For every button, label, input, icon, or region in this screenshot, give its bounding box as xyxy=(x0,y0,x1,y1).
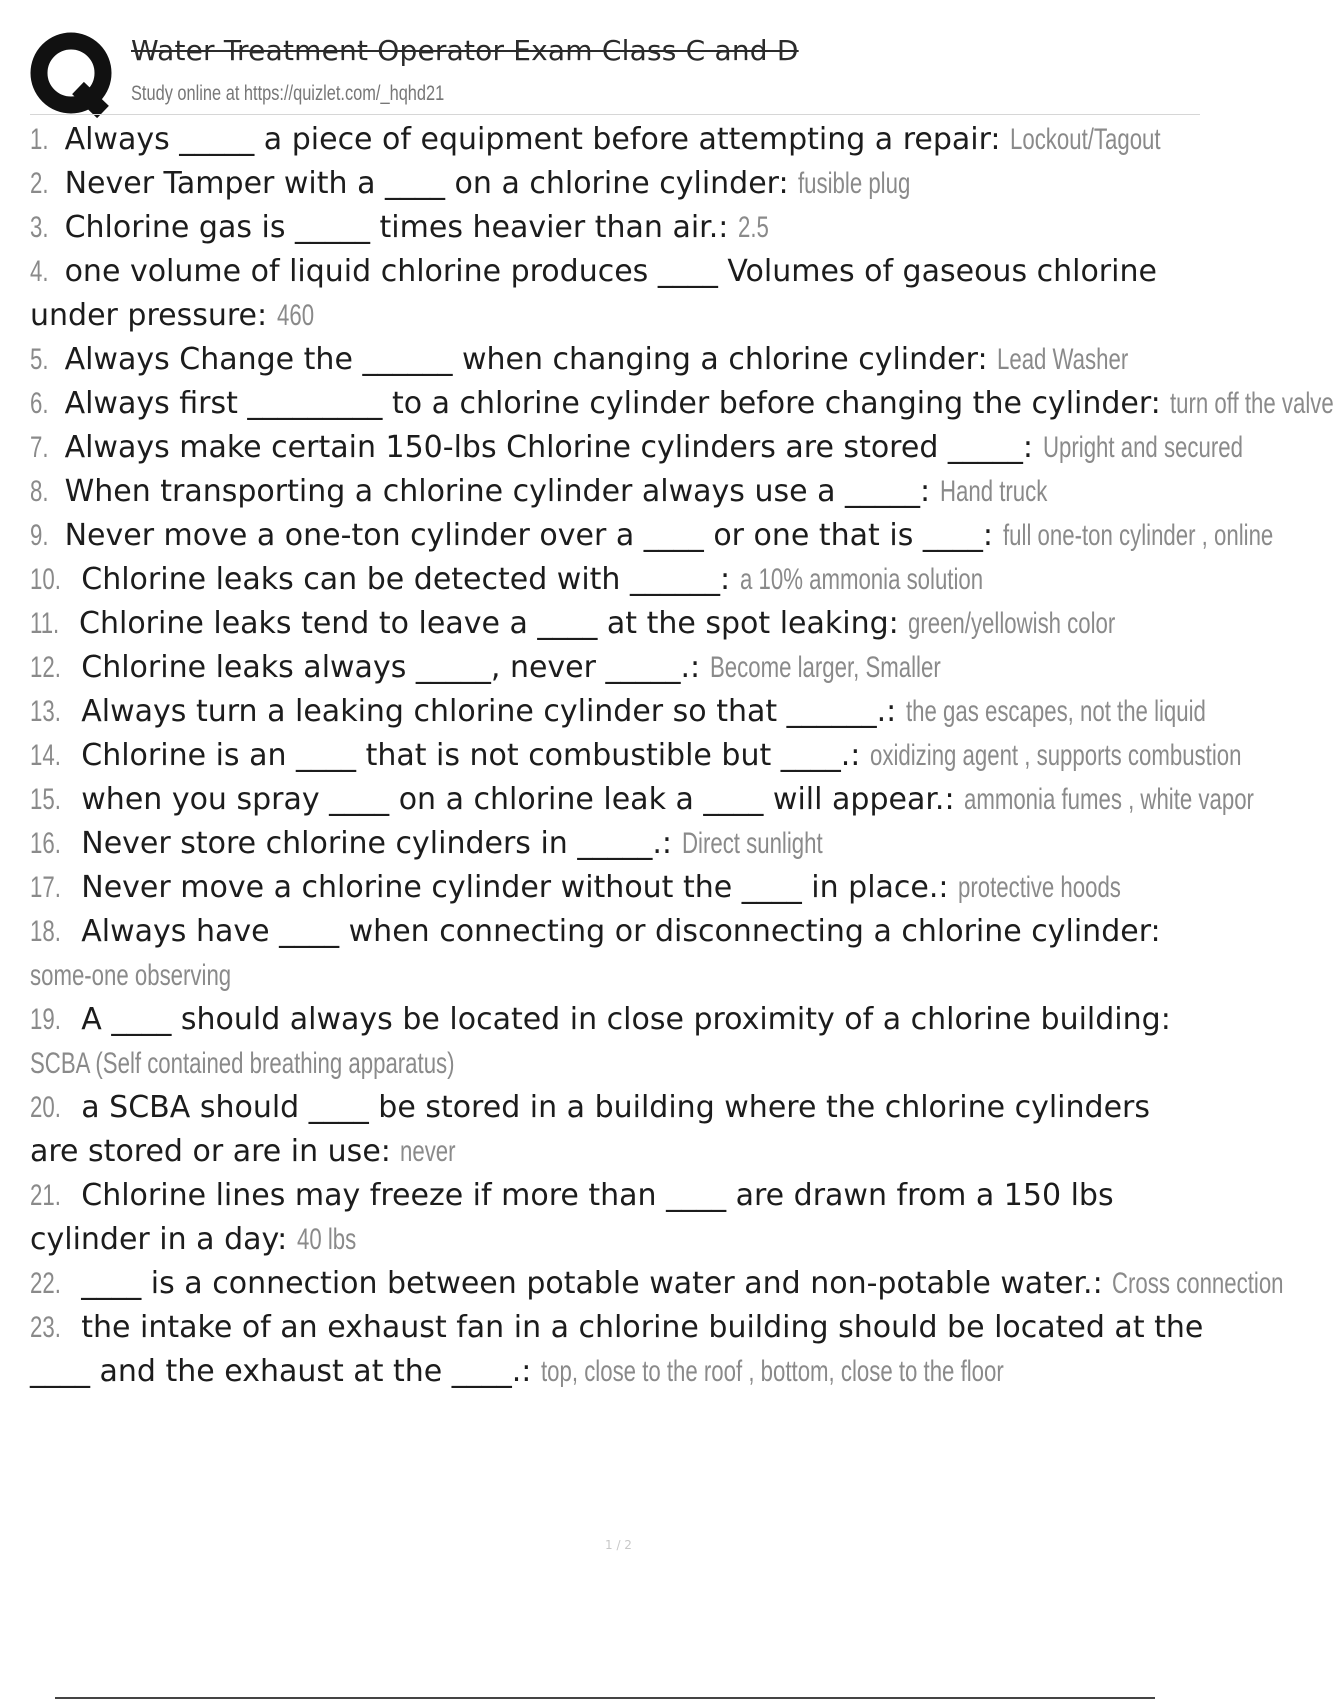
question-item xyxy=(30,1306,1205,1394)
answer-text: Upright and secured xyxy=(1042,431,1243,464)
question-number: 2. xyxy=(30,167,49,200)
question-number: 16. xyxy=(30,827,61,860)
question-item xyxy=(30,118,1205,162)
answer-text: fusible plug xyxy=(798,167,911,200)
question-item xyxy=(30,998,1205,1086)
question-number: 12. xyxy=(30,651,61,684)
answer-text: Become larger, Smaller xyxy=(709,651,941,684)
answer-text: top, close to the roof , bottom, close to the floor xyxy=(540,1355,1004,1388)
answer-text: 2.5 xyxy=(737,211,769,244)
answer-text: 40 lbs xyxy=(296,1223,357,1256)
question-item xyxy=(30,206,1205,250)
answer-text: Lockout/Tagout xyxy=(1010,123,1161,156)
question-text: Chlorine leaks can be detected with ______: xyxy=(81,562,731,597)
footer-divider xyxy=(55,1697,1155,1699)
question-number: 7. xyxy=(30,431,49,464)
question-number: 19. xyxy=(30,1003,61,1036)
question-item xyxy=(30,822,1205,866)
question-text: Chlorine is an ____ that is not combustible but ____.: xyxy=(81,738,861,773)
question-text: Always have ____ when connecting or disconnecting a chlorine cylinder: xyxy=(81,914,1161,949)
question-number: 15. xyxy=(30,783,61,816)
question-number: 18. xyxy=(30,915,61,948)
question-item xyxy=(30,690,1205,734)
question-text: one volume of liquid chlorine produces ____ Volumes of gaseous chlorine under pressure: xyxy=(30,254,1157,333)
question-list xyxy=(30,118,1334,1394)
question-text: Never store chlorine cylinders in _____.: xyxy=(81,826,672,861)
page-header xyxy=(30,30,1200,115)
answer-text: SCBA (Self contained breathing apparatus) xyxy=(30,1047,455,1080)
question-item xyxy=(30,1262,1284,1306)
answer-text: Lead Washer xyxy=(997,343,1129,376)
answer-text: full one-ton cylinder , online xyxy=(1002,519,1273,552)
answer-text: ammonia fumes , white vapor xyxy=(964,783,1255,816)
question-item xyxy=(30,382,1334,426)
question-text: Always make certain 150-lbs Chlorine cylinders are stored _____: xyxy=(64,430,1034,465)
answer-text: Cross connection xyxy=(1112,1267,1284,1300)
question-number: 22. xyxy=(30,1267,61,1300)
question-item xyxy=(30,426,1243,470)
question-number: 10. xyxy=(30,563,61,596)
question-number: 17. xyxy=(30,871,61,904)
question-number: 1. xyxy=(30,123,49,156)
question-item xyxy=(30,514,1273,558)
question-item xyxy=(30,558,1205,602)
question-item xyxy=(30,778,1255,822)
question-number: 6. xyxy=(30,387,49,420)
document-title: Water Treatment Operator Exam Class C and D xyxy=(131,34,799,67)
question-number: 13. xyxy=(30,695,61,728)
question-item xyxy=(30,646,1205,690)
question-item xyxy=(30,910,1205,998)
header-divider xyxy=(30,114,1200,115)
question-number: 23. xyxy=(30,1311,61,1344)
answer-text: never xyxy=(400,1135,456,1168)
question-number: 8. xyxy=(30,475,49,508)
answer-text: Hand truck xyxy=(939,475,1048,508)
question-number: 4. xyxy=(30,255,49,288)
question-number: 9. xyxy=(30,519,49,552)
answer-text: the gas escapes, not the liquid xyxy=(905,695,1206,728)
question-text: Always Change the ______ when changing a chlorine cylinder: xyxy=(64,342,988,377)
question-text: Never Tamper with a ____ on a chlorine cylinder: xyxy=(64,166,789,201)
question-item xyxy=(30,734,1242,778)
answer-text: protective hoods xyxy=(958,871,1121,904)
question-item xyxy=(30,602,1205,646)
question-text: Always turn a leaking chlorine cylinder so that ______.: xyxy=(81,694,897,729)
answer-text: a 10% ammonia solution xyxy=(739,563,983,596)
question-text: Always first _________ to a chlorine cylinder before changing the cylinder: xyxy=(64,386,1161,421)
page-number: 1 / 2 xyxy=(605,1538,632,1552)
question-text: the intake of an exhaust fan in a chlorine building should be located at the ____ and the exhaust at the ____.: xyxy=(30,1310,1204,1389)
question-item xyxy=(30,1086,1205,1174)
answer-text: 460 xyxy=(276,299,314,332)
question-text: Never move a one-ton cylinder over a ____ or one that is ____: xyxy=(64,518,993,553)
question-text: Chlorine lines may freeze if more than ____ are drawn from a 150 lbs cylinder in a day: xyxy=(30,1178,1114,1257)
question-text: ____ is a connection between potable water and non-potable water.: xyxy=(81,1266,1103,1301)
question-text: Chlorine leaks always _____, never _____.: xyxy=(81,650,701,685)
question-text: Never move a chlorine cylinder without the ____ in place.: xyxy=(81,870,949,905)
question-text: when you spray ____ on a chlorine leak a ____ will appear.: xyxy=(81,782,955,817)
question-number: 3. xyxy=(30,211,49,244)
question-item xyxy=(30,866,1205,910)
question-number: 20. xyxy=(30,1091,61,1124)
answer-text: green/yellowish color xyxy=(908,607,1116,640)
question-text: Always _____ a piece of equipment before attempting a repair: xyxy=(64,122,1001,157)
question-text: Chlorine gas is _____ times heavier than air.: xyxy=(64,210,729,245)
question-text: When transporting a chlorine cylinder always use a _____: xyxy=(64,474,931,509)
question-text: Chlorine leaks tend to leave a ____ at the spot leaking: xyxy=(79,606,899,641)
question-number: 21. xyxy=(30,1179,61,1212)
answer-text: Direct sunlight xyxy=(681,827,823,860)
question-number: 14. xyxy=(30,739,61,772)
question-number: 5. xyxy=(30,343,49,376)
question-item xyxy=(30,250,1205,338)
answer-text: some-one observing xyxy=(30,959,232,992)
question-item xyxy=(30,338,1205,382)
answer-text: turn off the valve xyxy=(1170,387,1334,420)
question-text: A ____ should always be located in close proximity of a chlorine building: xyxy=(81,1002,1171,1037)
question-text: a SCBA should ____ be stored in a building where the chlorine cylinders are stored or are in use: xyxy=(30,1090,1150,1169)
question-number: 11. xyxy=(30,607,60,640)
question-item xyxy=(30,162,1205,206)
quizlet-logo-icon xyxy=(30,32,116,118)
study-link-text: Study online at https://quizlet.com/_hqhd21 xyxy=(131,82,445,105)
answer-text: oxidizing agent , supports combustion xyxy=(869,739,1242,772)
question-item xyxy=(30,1174,1205,1262)
question-item xyxy=(30,470,1205,514)
